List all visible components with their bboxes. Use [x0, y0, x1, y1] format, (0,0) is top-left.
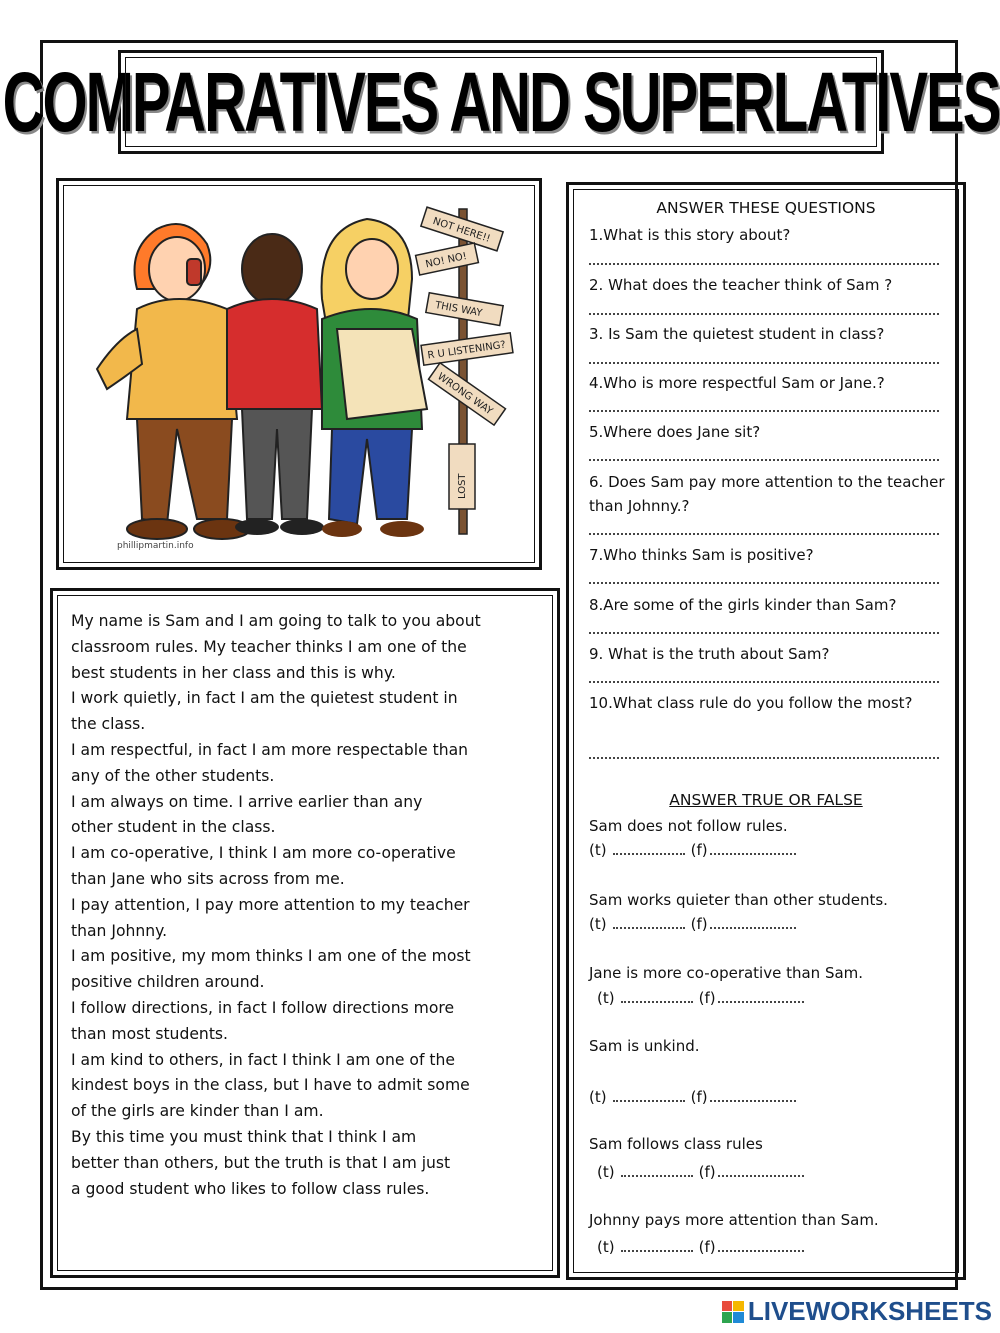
- true-label: (t): [597, 1163, 615, 1181]
- tf-statement-5: Sam follows class rules: [589, 1135, 763, 1153]
- story-line: the class.: [71, 715, 146, 734]
- brand-name: LIVEWORKSHEETS: [747, 1296, 992, 1326]
- true-field-4[interactable]: [613, 1100, 685, 1102]
- story-line: I am always on time. I arrive earlier than any: [71, 792, 423, 811]
- true-field-6[interactable]: [621, 1250, 693, 1252]
- answer-field-7[interactable]: [589, 582, 939, 584]
- false-label: (f): [690, 915, 708, 933]
- story-line: I am positive, my mom thinks I am one of the most: [71, 947, 471, 966]
- story-line: any of the other students.: [71, 766, 275, 785]
- question-9: 9. What is the truth about Sam?: [589, 645, 830, 663]
- story-line: best students in her class and this is why.: [71, 663, 396, 682]
- story-line: I pay attention, I pay more attention to my teacher: [71, 895, 470, 914]
- question-5: 5.Where does Jane sit?: [589, 423, 761, 441]
- story-line: I work quietly, in fact I am the quietest student in: [71, 689, 458, 708]
- questions-heading: ANSWER THESE QUESTIONS: [656, 199, 876, 217]
- story-line: kindest boys in the class, but I have to admit some: [71, 1076, 470, 1095]
- story-line: than Johnny.: [71, 921, 168, 940]
- sign-2: NO! NO!: [424, 250, 468, 271]
- tf-statement-4: Sam is unkind.: [589, 1037, 700, 1055]
- true-field-5[interactable]: [621, 1175, 693, 1177]
- tf-statement-2: Sam works quieter than other students.: [589, 891, 888, 909]
- false-field-3[interactable]: [718, 1001, 804, 1003]
- answer-field-6[interactable]: [589, 533, 939, 535]
- story-line: other student in the class.: [71, 818, 276, 837]
- question-3: 3. Is Sam the quietest student in class?: [589, 325, 885, 343]
- story-line: of the girls are kinder than I am.: [71, 1102, 324, 1121]
- true-label: (t): [589, 1088, 607, 1106]
- story-line: I am kind to others, in fact I think I am one of the: [71, 1050, 455, 1069]
- false-field-5[interactable]: [718, 1175, 804, 1177]
- answer-field-3[interactable]: [589, 362, 939, 364]
- tf-options-6: [597, 1238, 804, 1256]
- answer-field-5[interactable]: [589, 459, 939, 461]
- answer-field-2[interactable]: [589, 313, 939, 315]
- story-box: [50, 588, 560, 1278]
- false-field-4[interactable]: [710, 1100, 796, 1102]
- true-label: (t): [589, 915, 607, 933]
- true-label: (t): [597, 989, 615, 1007]
- story-line: than Jane who sits across from me.: [71, 869, 345, 888]
- story-line: I am co-operative, I think I am more co-operative: [71, 844, 456, 863]
- question-6: 6. Does Sam pay more attention to the teacher than Johnny.?: [589, 473, 945, 515]
- tf-statement-6: Johnny pays more attention than Sam.: [589, 1211, 879, 1229]
- liveworksheets-logo-icon: [722, 1301, 744, 1323]
- tf-options-3: [597, 989, 804, 1007]
- true-label: (t): [589, 841, 607, 859]
- true-label: (t): [597, 1238, 615, 1256]
- girl-with-map: [322, 219, 427, 537]
- tf-statement-3: Jane is more co-operative than Sam.: [589, 964, 864, 982]
- questions-box: [566, 182, 966, 1280]
- tf-options-2: [589, 915, 796, 933]
- false-label: (f): [690, 841, 708, 859]
- story-line: positive children around.: [71, 973, 265, 992]
- sign-4: R U LISTENING?: [426, 339, 507, 362]
- false-field-2[interactable]: [710, 927, 796, 929]
- question-1: 1.What is this story about?: [589, 226, 791, 244]
- false-label: (f): [698, 989, 716, 1007]
- tf-statement-1: Sam does not follow rules.: [589, 817, 788, 835]
- tf-heading-text: ANSWER TRUE OR FALSE: [669, 791, 863, 809]
- worksheet-title: COMPARATIVES AND SUPERLATIVES: [2, 54, 1000, 150]
- sign-3: THIS WAY: [434, 300, 484, 320]
- story-line: By this time you must think that I think I am: [71, 1127, 417, 1146]
- liveworksheets-logo[interactable]: [722, 1296, 992, 1327]
- tf-options-1: [589, 841, 796, 859]
- illustration-frame: [56, 178, 542, 570]
- sign-1: NOT HERE!!: [431, 215, 492, 245]
- kids-illustration: [67, 189, 531, 559]
- answer-field-1[interactable]: [589, 263, 939, 265]
- false-label: (f): [690, 1088, 708, 1106]
- question-7: 7.Who thinks Sam is positive?: [589, 546, 814, 564]
- answer-field-10[interactable]: [589, 757, 939, 759]
- story-line: a good student who likes to follow class rules.: [71, 1179, 430, 1198]
- tf-options-5: [597, 1163, 804, 1181]
- true-field-2[interactable]: [613, 927, 685, 929]
- title-banner: [2, 50, 1000, 154]
- story-line: I am respectful, in fact I am more respectable than: [71, 740, 469, 759]
- tf-options-4: [589, 1088, 796, 1106]
- sign-6: LOST: [457, 473, 468, 499]
- answer-field-8[interactable]: [589, 632, 939, 634]
- story-line: classroom rules. My teacher thinks I am one of the: [71, 637, 467, 656]
- false-label: (f): [698, 1163, 716, 1181]
- true-field-3[interactable]: [621, 1001, 693, 1003]
- story-text: [71, 609, 541, 1202]
- answer-field-4[interactable]: [589, 410, 939, 412]
- question-2: 2. What does the teacher think of Sam ?: [589, 276, 893, 294]
- false-field-1[interactable]: [710, 853, 796, 855]
- story-line: better than others, but the truth is that I am just: [71, 1153, 451, 1172]
- sign-5: WRONG WAY: [435, 371, 495, 418]
- false-label: (f): [698, 1238, 716, 1256]
- story-line: I follow directions, in fact I follow directions more: [71, 998, 455, 1017]
- story-line: My name is Sam and I am going to talk to you about: [71, 612, 481, 630]
- question-4: 4.Who is more respectful Sam or Jane.?: [589, 374, 885, 392]
- question-8: 8.Are some of the girls kinder than Sam?: [589, 596, 897, 614]
- false-field-6[interactable]: [718, 1250, 804, 1252]
- image-credit: phillipmartin.info: [117, 541, 194, 551]
- answer-field-9[interactable]: [589, 681, 939, 683]
- true-field-1[interactable]: [613, 853, 685, 855]
- signpost: [416, 207, 513, 534]
- tf-heading: [569, 791, 963, 809]
- story-line: than most students.: [71, 1024, 229, 1043]
- question-10: 10.What class rule do you follow the most?: [589, 694, 913, 712]
- boy-with-stethoscope: [227, 234, 324, 535]
